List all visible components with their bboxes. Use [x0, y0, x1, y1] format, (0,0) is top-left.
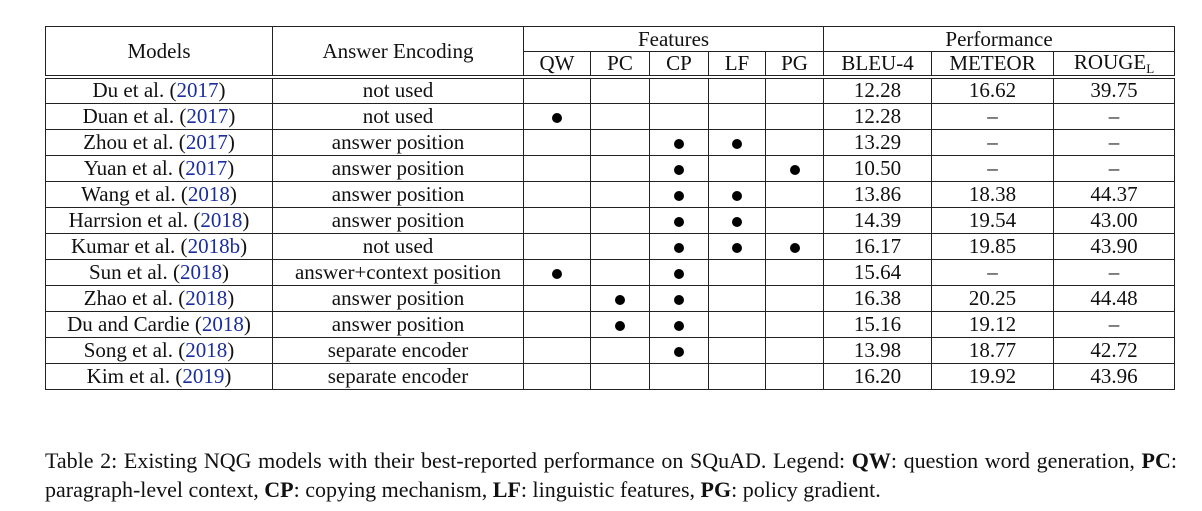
feature-dot-icon: [674, 191, 684, 201]
table-row: [46, 155, 1175, 181]
feature-pc-cell: [591, 337, 650, 363]
legend-key: CP: [264, 477, 294, 502]
citation-close: ): [240, 233, 248, 258]
rouge-cell: 44.37: [1054, 181, 1175, 207]
feature-cp-cell: [650, 311, 709, 337]
rouge-cell: 42.72: [1054, 337, 1175, 363]
feature-dot-icon: [615, 321, 625, 331]
citation-close: ): [227, 285, 235, 310]
header-models: Models: [46, 27, 273, 78]
feature-qw-cell: [524, 155, 591, 181]
legend-key: QW: [851, 448, 891, 473]
model-name-cell: [46, 181, 273, 207]
feature-cp-cell: [650, 259, 709, 285]
feature-lf-cell: [709, 181, 766, 207]
citation-close: ): [227, 337, 235, 362]
bleu4-cell: 10.50: [824, 155, 932, 181]
table-caption: [45, 446, 1177, 504]
feature-dot-icon: [552, 113, 562, 123]
feature-dot-icon: [674, 217, 684, 227]
citation-close: ): [227, 155, 235, 180]
legend-key: PG: [700, 477, 732, 502]
rouge-cell: –: [1054, 103, 1175, 129]
meteor-cell: 19.92: [932, 363, 1054, 389]
header-performance: Performance: [824, 27, 1175, 52]
rouge-cell: –: [1054, 155, 1175, 181]
feature-dot-icon: [732, 217, 742, 227]
citation-year-link[interactable]: 2019: [182, 363, 225, 388]
table-row: [46, 77, 1175, 103]
header-meteor: METEOR: [932, 52, 1054, 78]
citation-year-link[interactable]: 2017: [185, 129, 228, 154]
answer-encoding-cell: answer position: [273, 155, 524, 181]
citation-close: ): [243, 311, 251, 336]
bleu4-cell: 15.16: [824, 311, 932, 337]
header-qw: QW: [524, 52, 591, 78]
feature-qw-cell: [524, 77, 591, 103]
rouge-cell: 43.00: [1054, 207, 1175, 233]
feature-qw-cell: [524, 337, 591, 363]
table-row: [46, 337, 1175, 363]
feature-dot-icon: [674, 347, 684, 357]
answer-encoding-cell: answer position: [273, 285, 524, 311]
model-name-cell: [46, 337, 273, 363]
feature-pg-cell: [766, 129, 824, 155]
header-bleu4: BLEU-4: [824, 52, 932, 78]
rouge-cell: 43.96: [1054, 363, 1175, 389]
bleu4-cell: 13.29: [824, 129, 932, 155]
feature-pg-cell: [766, 311, 824, 337]
rouge-cell: –: [1054, 311, 1175, 337]
model-name-cell: [46, 311, 273, 337]
feature-qw-cell: [524, 103, 591, 129]
header-lf: LF: [709, 52, 766, 78]
answer-encoding-cell: not used: [273, 103, 524, 129]
feature-pg-cell: [766, 155, 824, 181]
header-pg: PG: [766, 52, 824, 78]
citation-close: ): [221, 259, 229, 284]
rouge-cell: 43.90: [1054, 233, 1175, 259]
answer-encoding-cell: answer position: [273, 311, 524, 337]
feature-lf-cell: [709, 363, 766, 389]
meteor-cell: 20.25: [932, 285, 1054, 311]
nqg-models-table: [45, 26, 1175, 390]
citation-year-link[interactable]: 2018: [185, 337, 228, 362]
feature-qw-cell: [524, 233, 591, 259]
citation-year-link[interactable]: 2018: [200, 207, 243, 232]
feature-dot-icon: [552, 269, 562, 279]
meteor-cell: 18.38: [932, 181, 1054, 207]
table-row: [46, 233, 1175, 259]
feature-pg-cell: [766, 337, 824, 363]
model-name: Kumar et al. (: [70, 233, 188, 258]
feature-cp-cell: [650, 233, 709, 259]
feature-qw-cell: [524, 129, 591, 155]
citation-close: ): [218, 78, 226, 103]
model-name-cell: [46, 77, 273, 103]
feature-qw-cell: [524, 311, 591, 337]
bleu4-cell: 15.64: [824, 259, 932, 285]
feature-qw-cell: [524, 259, 591, 285]
rouge-cell: 39.75: [1054, 77, 1175, 103]
model-name-cell: [46, 207, 273, 233]
feature-pc-cell: [591, 363, 650, 389]
feature-lf-cell: [709, 259, 766, 285]
model-name-cell: [46, 103, 273, 129]
model-name-cell: [46, 155, 273, 181]
citation-year-link[interactable]: 2017: [185, 155, 228, 180]
feature-pc-cell: [591, 181, 650, 207]
feature-cp-cell: [650, 363, 709, 389]
feature-cp-cell: [650, 129, 709, 155]
model-name: Du and Cardie (: [67, 311, 202, 336]
legend-desc: : policy gradient.: [731, 477, 881, 502]
feature-pc-cell: [591, 155, 650, 181]
meteor-cell: –: [932, 259, 1054, 285]
answer-encoding-cell: separate encoder: [273, 337, 524, 363]
table-row: [46, 259, 1175, 285]
bleu4-cell: 12.28: [824, 103, 932, 129]
citation-close: ): [229, 181, 237, 206]
feature-pc-cell: [591, 77, 650, 103]
feature-lf-cell: [709, 311, 766, 337]
feature-lf-cell: [709, 207, 766, 233]
answer-encoding-cell: not used: [273, 233, 524, 259]
feature-dot-icon: [790, 243, 800, 253]
feature-pc-cell: [591, 207, 650, 233]
feature-dot-icon: [732, 191, 742, 201]
bleu4-cell: 12.28: [824, 77, 932, 103]
answer-encoding-cell: separate encoder: [273, 363, 524, 389]
feature-pg-cell: [766, 363, 824, 389]
feature-pg-cell: [766, 207, 824, 233]
table-row: [46, 103, 1175, 129]
model-name: Wang et al. (: [81, 181, 188, 206]
bleu4-cell: 16.17: [824, 233, 932, 259]
model-name: Sun et al. (: [89, 259, 180, 284]
feature-dot-icon: [615, 295, 625, 305]
header-cp: CP: [650, 52, 709, 78]
feature-dot-icon: [790, 165, 800, 175]
header-rouge-label: ROUGE: [1073, 50, 1147, 74]
feature-dot-icon: [674, 243, 684, 253]
answer-encoding-cell: not used: [273, 77, 524, 103]
feature-pc-cell: [591, 103, 650, 129]
meteor-cell: 18.77: [932, 337, 1054, 363]
feature-pg-cell: [766, 233, 824, 259]
meteor-cell: –: [932, 129, 1054, 155]
feature-pg-cell: [766, 259, 824, 285]
citation-year-link[interactable]: 2017: [176, 78, 219, 103]
feature-dot-icon: [674, 295, 684, 305]
legend-desc: : paragraph-level context,: [45, 448, 1177, 502]
feature-pc-cell: [591, 129, 650, 155]
feature-cp-cell: [650, 77, 709, 103]
feature-dot-icon: [674, 269, 684, 279]
meteor-cell: 19.85: [932, 233, 1054, 259]
feature-pg-cell: [766, 77, 824, 103]
feature-qw-cell: [524, 363, 591, 389]
table-row: [46, 363, 1175, 389]
model-name: Zhao et al. (: [83, 285, 186, 310]
meteor-cell: 19.12: [932, 311, 1054, 337]
feature-dot-icon: [674, 165, 684, 175]
meteor-cell: 19.54: [932, 207, 1054, 233]
answer-encoding-cell: answer position: [273, 129, 524, 155]
feature-pc-cell: [591, 285, 650, 311]
feature-lf-cell: [709, 233, 766, 259]
feature-lf-cell: [709, 285, 766, 311]
citation-year-link[interactable]: 2018: [179, 259, 222, 284]
table-row: [46, 129, 1175, 155]
table-row: [46, 285, 1175, 311]
feature-pg-cell: [766, 181, 824, 207]
legend-desc: : question word generation,: [890, 448, 1142, 473]
citation-close: ): [224, 363, 232, 388]
feature-dot-icon: [732, 243, 742, 253]
rouge-cell: –: [1054, 259, 1175, 285]
feature-qw-cell: [524, 207, 591, 233]
legend-desc: : copying mechanism,: [293, 477, 493, 502]
rouge-cell: 44.48: [1054, 285, 1175, 311]
meteor-cell: 16.62: [932, 77, 1054, 103]
feature-cp-cell: [650, 155, 709, 181]
feature-dot-icon: [674, 321, 684, 331]
feature-cp-cell: [650, 207, 709, 233]
citation-year-link[interactable]: 2018: [201, 311, 244, 336]
feature-cp-cell: [650, 181, 709, 207]
feature-pg-cell: [766, 285, 824, 311]
feature-lf-cell: [709, 337, 766, 363]
table-row: [46, 207, 1175, 233]
citation-close: ): [242, 207, 250, 232]
feature-cp-cell: [650, 285, 709, 311]
legend-desc: : linguistic features,: [520, 477, 701, 502]
legend-key: LF: [492, 477, 521, 502]
citation-year-link[interactable]: 2018: [185, 285, 228, 310]
meteor-cell: –: [932, 103, 1054, 129]
citation-year-link[interactable]: 2018b: [187, 233, 241, 258]
answer-encoding-cell: answer position: [273, 207, 524, 233]
feature-qw-cell: [524, 285, 591, 311]
model-name: Harrsion et al. (: [68, 207, 201, 232]
model-name: Song et al. (: [83, 337, 186, 362]
feature-pc-cell: [591, 311, 650, 337]
table-body: [46, 77, 1175, 389]
header-rouge-subscript: L: [1146, 61, 1155, 76]
citation-close: ): [228, 103, 236, 128]
model-name: Kim et al. (: [86, 363, 183, 388]
meteor-cell: –: [932, 155, 1054, 181]
citation-year-link[interactable]: 2018: [187, 181, 230, 206]
caption-prefix: Table 2: Existing NQG models with their best-reported performance on SQuAD. Legend:: [45, 448, 852, 473]
feature-lf-cell: [709, 103, 766, 129]
header-rouge: [1054, 52, 1175, 78]
feature-lf-cell: [709, 155, 766, 181]
feature-dot-icon: [674, 139, 684, 149]
legend-key: PC: [1141, 448, 1171, 473]
feature-pc-cell: [591, 233, 650, 259]
bleu4-cell: 16.38: [824, 285, 932, 311]
feature-dot-icon: [732, 139, 742, 149]
model-name: Zhou et al. (: [83, 129, 186, 154]
header-pc: PC: [591, 52, 650, 78]
model-name-cell: [46, 285, 273, 311]
citation-year-link[interactable]: 2017: [186, 103, 229, 128]
answer-encoding-cell: answer+context position: [273, 259, 524, 285]
table-row: [46, 181, 1175, 207]
header-features: Features: [524, 27, 824, 52]
feature-lf-cell: [709, 77, 766, 103]
model-name-cell: [46, 129, 273, 155]
bleu4-cell: 14.39: [824, 207, 932, 233]
model-name: Yuan et al. (: [83, 155, 186, 180]
feature-pc-cell: [591, 259, 650, 285]
bleu4-cell: 13.98: [824, 337, 932, 363]
header-answer-encoding: Answer Encoding: [273, 27, 524, 78]
feature-cp-cell: [650, 103, 709, 129]
model-name: Duan et al. (: [82, 103, 187, 128]
rouge-cell: –: [1054, 129, 1175, 155]
model-name: Du et al. (: [92, 78, 177, 103]
bleu4-cell: 16.20: [824, 363, 932, 389]
model-name-cell: [46, 259, 273, 285]
table-row: [46, 311, 1175, 337]
feature-pg-cell: [766, 103, 824, 129]
feature-qw-cell: [524, 181, 591, 207]
citation-close: ): [227, 129, 235, 154]
feature-lf-cell: [709, 129, 766, 155]
answer-encoding-cell: answer position: [273, 181, 524, 207]
feature-cp-cell: [650, 337, 709, 363]
model-name-cell: [46, 233, 273, 259]
model-name-cell: [46, 363, 273, 389]
bleu4-cell: 13.86: [824, 181, 932, 207]
